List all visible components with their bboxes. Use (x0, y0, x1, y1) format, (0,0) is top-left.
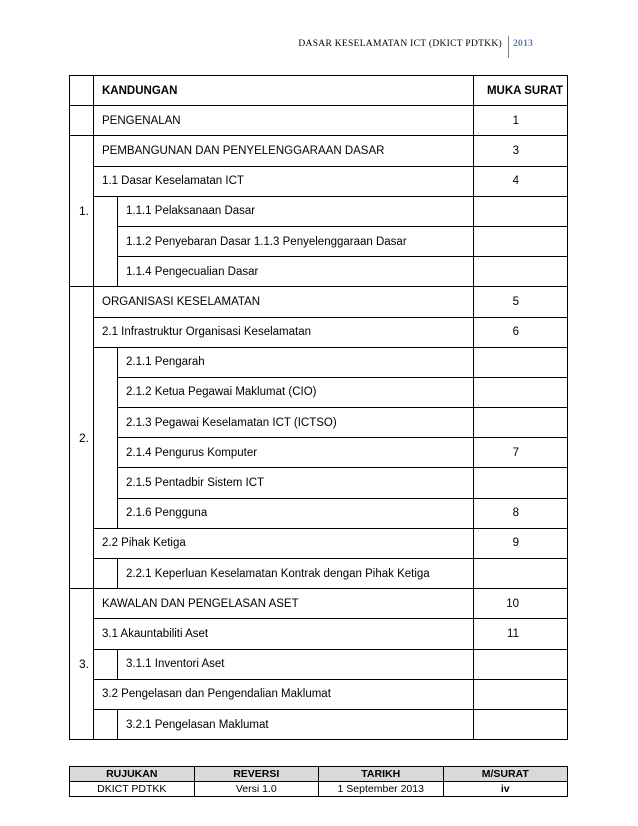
toc-row (70, 498, 568, 528)
toc-row (70, 679, 568, 709)
toc-entry-label: 3.2 Pengelasan dan Pengendalian Maklumat (94, 679, 474, 709)
toc-subentry-label: 2.2.1 Keperluan Keselamatan Kontrak dengan Pihak Ketiga (118, 559, 474, 589)
toc-subentry-label: 2.1.3 Pegawai Keselamatan ICT (ICTSO) (118, 408, 474, 438)
toc-row (70, 408, 568, 438)
toc-row (70, 257, 568, 287)
toc-row (70, 166, 568, 196)
toc-subentry-label: 2.1.4 Pengurus Komputer (118, 438, 474, 468)
toc-entry-page: 9 (474, 528, 568, 558)
toc-section-number: 3. (70, 589, 94, 740)
toc-subentry-page: 8 (474, 498, 568, 528)
toc-subentry-page (474, 196, 568, 226)
toc-indent-cell (94, 196, 118, 287)
toc-subentry-page (474, 257, 568, 287)
footer-header-ref: RUJUKAN (70, 767, 195, 782)
toc-entry-label: PEMBANGUNAN DAN PENYELENGGARAAN DASAR (94, 136, 474, 166)
toc-indent-cell (94, 347, 118, 528)
toc-row (70, 317, 568, 347)
toc-subentry-page (474, 226, 568, 256)
toc-subentry-label: 1.1.1 Pelaksanaan Dasar (118, 196, 474, 226)
header-year: 2013 (513, 39, 534, 49)
toc-header-num-cell (70, 76, 94, 106)
toc-row (70, 468, 568, 498)
toc-row (70, 619, 568, 649)
toc-row (70, 347, 568, 377)
toc-subentry-page (474, 347, 568, 377)
toc-row (70, 287, 568, 317)
footer-date: 1 September 2013 (319, 782, 444, 797)
footer-header-row (70, 767, 568, 782)
document-footer (69, 766, 568, 797)
toc-subentry-page (474, 649, 568, 679)
toc-subentry-label: 2.1.2 Ketua Pegawai Maklumat (CIO) (118, 377, 474, 407)
toc-entry-label: ORGANISASI KESELAMATAN (94, 287, 474, 317)
toc-entry-page: 4 (474, 166, 568, 196)
toc-subentry-page (474, 559, 568, 589)
toc-intro-label: PENGENALAN (94, 106, 474, 136)
footer-revision: Versi 1.0 (194, 782, 319, 797)
toc-subentry-label: 1.1.2 Penyebaran Dasar 1.1.3 Penyelenggaraan Dasar (118, 226, 474, 256)
toc-subentry-page (474, 709, 568, 739)
toc-entry-label: 1.1 Dasar Keselamatan ICT (94, 166, 474, 196)
toc-entry-label: KAWALAN DAN PENGELASAN ASET (94, 589, 474, 619)
footer-ref: DKICT PDTKK (70, 782, 195, 797)
toc-intro-row (70, 106, 568, 136)
toc-subentry-label: 2.1.6 Pengguna (118, 498, 474, 528)
footer-value-row (70, 782, 568, 797)
toc-row (70, 528, 568, 558)
toc-row (70, 559, 568, 589)
toc-entry-page: 6 (474, 317, 568, 347)
toc-subentry-page (474, 377, 568, 407)
toc-section-number: 1. (70, 136, 94, 287)
header-divider (508, 36, 509, 58)
toc-subentry-label: 2.1.5 Pentadbir Sistem ICT (118, 468, 474, 498)
toc-subentry-label: 1.1.4 Pengecualian Dasar (118, 257, 474, 287)
toc-page-heading: MUKA SURAT (474, 76, 568, 106)
toc-subentry-label: 3.2.1 Pengelasan Maklumat (118, 709, 474, 739)
toc-indent-cell (94, 559, 118, 589)
toc-row (70, 136, 568, 166)
toc-row (70, 649, 568, 679)
toc-subentry-page (474, 468, 568, 498)
toc-row (70, 196, 568, 226)
toc-row (70, 589, 568, 619)
footer-header-page: M/SURAT (443, 767, 568, 782)
toc-indent-cell (94, 709, 118, 739)
toc-entry-page: 3 (474, 136, 568, 166)
toc-subentry-page: 7 (474, 438, 568, 468)
toc-entry-label: 3.1 Akauntabiliti Aset (94, 619, 474, 649)
toc-entry-page: 5 (474, 287, 568, 317)
toc-row (70, 226, 568, 256)
toc-intro-num-cell (70, 106, 94, 136)
toc-row (70, 377, 568, 407)
toc-header-row (70, 76, 568, 106)
toc-indent-cell (94, 649, 118, 679)
toc-entry-page (474, 679, 568, 709)
toc-row (70, 709, 568, 739)
toc-heading: KANDUNGAN (94, 76, 474, 106)
toc-section-number: 2. (70, 287, 94, 589)
toc-subentry-label: 2.1.1 Pengarah (118, 347, 474, 377)
footer-header-revision: REVERSI (194, 767, 319, 782)
toc-body (70, 76, 568, 740)
toc-intro-page: 1 (474, 106, 568, 136)
toc-subentry-page (474, 408, 568, 438)
toc-entry-page: 10 (474, 589, 568, 619)
footer-header-date: TARIKH (319, 767, 444, 782)
toc-entry-page: 11 (474, 619, 568, 649)
toc-row (70, 438, 568, 468)
page-header (0, 36, 638, 58)
table-of-contents (69, 75, 568, 740)
footer-page: iv (443, 782, 568, 797)
header-title: DASAR KESELAMATAN ICT (DKICT PDTKK) (298, 39, 502, 49)
toc-subentry-label: 3.1.1 Inventori Aset (118, 649, 474, 679)
toc-entry-label: 2.1 Infrastruktur Organisasi Keselamatan (94, 317, 474, 347)
toc-entry-label: 2.2 Pihak Ketiga (94, 528, 474, 558)
